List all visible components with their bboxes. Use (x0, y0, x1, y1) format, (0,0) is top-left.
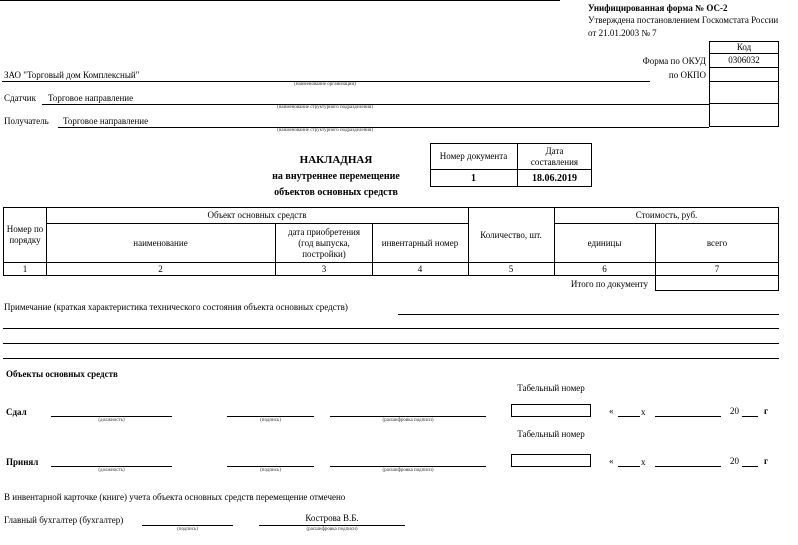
col-date-header: дата приобретения (год выпуска, постройки) (287, 226, 361, 259)
gave-month-line[interactable] (655, 416, 721, 417)
okpo-label: по ОКПО (668, 70, 706, 80)
took-signature-line[interactable] (227, 466, 314, 467)
hint-signature: (подпись) (260, 418, 281, 423)
codes-header: Код (736, 41, 752, 52)
sender-label: Сдатчик (4, 93, 36, 103)
notes-label: Примечание (краткая характеристика технического состояния объекта основных средств) (4, 302, 348, 312)
doc-title: НАКЛАДНАЯ (299, 154, 373, 166)
receiver-label: Получатель (4, 116, 49, 126)
year-prefix: 20 (730, 406, 739, 416)
accountant-name[interactable]: Кострова В.Б. (305, 513, 359, 523)
sender-value[interactable]: Торговое направление (48, 93, 134, 103)
tab-label-gave: Табельный номер (517, 383, 585, 393)
tab-number-took[interactable] (511, 454, 591, 467)
section-title: Объекты основных средств (6, 369, 118, 379)
total-label: Итого по документу (570, 279, 648, 289)
doc-number-label: Номер документа (439, 151, 508, 161)
year-prefix: 20 (730, 456, 739, 466)
gave-decode-line[interactable] (330, 416, 486, 417)
okud-value: 0306032 (728, 55, 760, 65)
notes-line[interactable] (3, 358, 779, 359)
col-inv-header: инвентарный номер (381, 237, 459, 248)
quote-open: « (609, 456, 614, 466)
year-suffix: г (764, 456, 769, 466)
col-num-header: Номер по порядку (6, 224, 44, 245)
col-name-header: наименование (133, 237, 188, 248)
col-unit-header: единицы (587, 237, 622, 248)
card-note: В инвентарной карточке (книге) учета объекта основных средств перемещение отмечено (4, 492, 346, 502)
took-year-line[interactable] (742, 466, 758, 467)
took-month-line[interactable] (655, 466, 721, 467)
form-title: Унифицированная форма № ОС-2 (588, 3, 728, 13)
okud-label: Форма по ОКУД (642, 56, 706, 66)
col-number: 7 (714, 264, 720, 274)
approved-text: Утверждена постановлением Госкомстата России (588, 15, 779, 25)
hint-signature: (подпись) (260, 468, 281, 473)
group-cost-header: Стоимость, руб. (635, 210, 698, 220)
tab-number-gave[interactable] (511, 404, 591, 417)
gave-label: Сдал (6, 407, 27, 417)
took-label: Принял (6, 457, 39, 467)
doc-subtitle-2: объектов основных средств (274, 187, 398, 198)
col-total-header: всего (706, 237, 728, 248)
total-value-cell[interactable] (655, 275, 779, 291)
col-number: 1 (22, 264, 28, 274)
hint-decode: (расшифровка подписи) (382, 418, 434, 423)
hint-position: (должность) (98, 418, 125, 423)
doc-subtitle-1: на внутреннее перемещение (272, 171, 400, 182)
year-suffix: г (764, 406, 769, 416)
gave-day-line[interactable] (618, 416, 640, 417)
hint-position: (должность) (98, 468, 125, 473)
org-hint: (наименование организации) (294, 82, 356, 87)
took-day-line[interactable] (618, 466, 640, 467)
notes-line[interactable] (3, 343, 779, 344)
tab-label-took: Табельный номер (517, 429, 585, 439)
col-number: 5 (508, 264, 514, 274)
approved-date: от 21.01.2003 № 7 (588, 28, 657, 38)
col-number: 3 (321, 264, 327, 274)
col-number: 4 (417, 264, 423, 274)
took-position-line[interactable] (51, 466, 172, 467)
quote-close: х (641, 407, 646, 417)
doc-number-value[interactable]: 1 (471, 173, 476, 184)
top-border (0, 0, 560, 1)
gave-position-line[interactable] (51, 416, 172, 417)
col-number: 6 (602, 264, 607, 274)
took-decode-line[interactable] (330, 466, 486, 467)
notes-line[interactable] (3, 328, 779, 329)
gave-year-line[interactable] (742, 416, 758, 417)
accountant-label: Главный бухгалтер (бухгалтер) (4, 515, 124, 525)
group-object-header: Объект основных средств (207, 210, 307, 220)
doc-date-label: Дата составления (530, 145, 579, 167)
receiver-value[interactable]: Торговое направление (63, 116, 149, 126)
hint-signature: (подпись) (177, 527, 198, 532)
hint-decode: (расшифровка подписи) (306, 527, 358, 532)
quote-open: « (609, 406, 614, 416)
sender-hint: (наименование структурного подразделения) (277, 105, 373, 110)
quote-close: х (641, 457, 646, 467)
col-number: 2 (158, 264, 163, 274)
hint-decode: (расшифровка подписи) (382, 468, 434, 473)
receiver-hint: (наименование структурного подразделения) (277, 128, 373, 133)
accountant-signature-line[interactable] (142, 525, 233, 526)
doc-date-value[interactable]: 18.06.2019 (532, 173, 577, 184)
org-name: ЗАО "Торговый дом Комплексный" (4, 70, 140, 80)
col-qty-header: Количество, шт. (480, 229, 542, 240)
gave-signature-line[interactable] (227, 416, 314, 417)
